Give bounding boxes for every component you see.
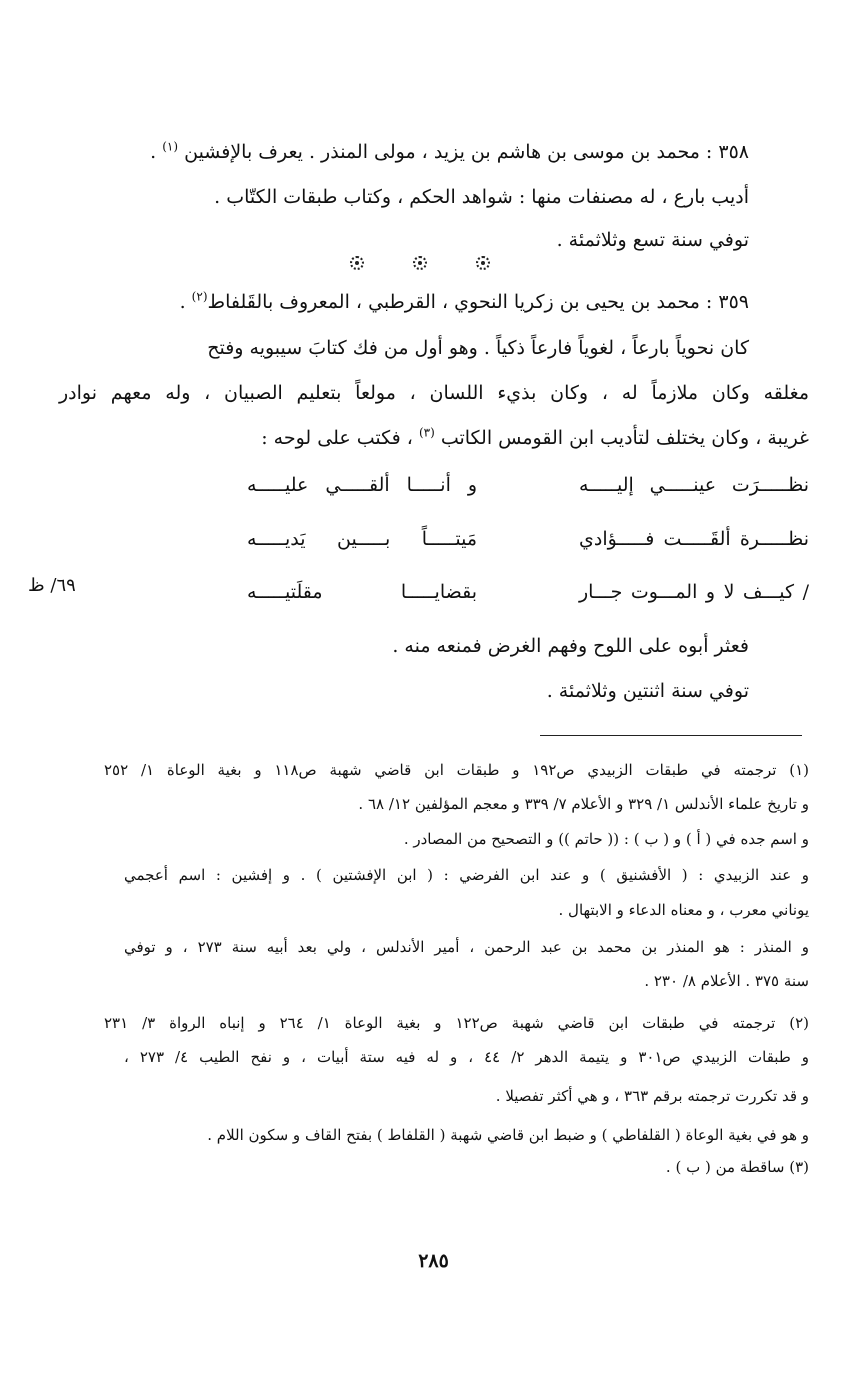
divider-star-icon bbox=[413, 256, 427, 270]
footnote-line: و المنذر : هو المنذر بن محمد بن عبد الرحمن ، أمير الأندلس ، ولي بعد أبيه سنة ٢٧٣ ، و توفي bbox=[124, 938, 809, 956]
footnote-separator bbox=[540, 735, 802, 736]
footnote-line: (١) ترجمته في طبقات الزبيدي ص١٩٢ و طبقات ابن قاضي شهبة ص١١٨ و بغية الوعاة ١/ ٢٥٢ bbox=[104, 761, 809, 779]
divider-star-icon bbox=[350, 256, 364, 270]
footnote-line: و هو في بغية الوعاة ( القلفاطي ) و ضبط ابن قاضي شهبة ( القلفاط ) بفتح القاف و سكون اللام . bbox=[207, 1126, 809, 1144]
entry-359-body-line-3-end: ، فكتب على لوحه : bbox=[261, 427, 413, 449]
divider-star-icon bbox=[476, 256, 490, 270]
page-number: ٢٨٥ bbox=[418, 1250, 449, 1272]
footnote-line: و عند الزبيدي : ( الأفشنيق ) و عند ابن الفرضي : ( ابن الإفشتين ) . و إفشين : اسم أعجمي bbox=[124, 866, 809, 884]
footnote-line: (٣) ساقطة من ( ب ) . bbox=[665, 1158, 809, 1176]
entry-358-death: توفي سنة تسع وثلاثمئة . bbox=[556, 229, 749, 251]
entry-358-body-line: أديب بارع ، له مصنفات منها : شواهد الحكم ، وكتاب طبقات الكتّاب . bbox=[214, 186, 749, 208]
footnote-line: يوناني معرب ، و معناه الدعاء و الابتهال . bbox=[558, 901, 809, 919]
entry-359-body-line-3 bbox=[59, 423, 809, 453]
entry-359-title-text: ٣٥٩ : محمد بن يحيى بن زكريا النحوي ، القرطبي ، المعروف بالقَلفاط bbox=[207, 291, 749, 313]
entry-359-body-line-4: فعثر أبوه على اللوح وفهم الغرض فمنعه منه . bbox=[392, 635, 749, 657]
verse-2-first-hemistich: نظـــــرة ألقَـــــت فـــــؤادي bbox=[579, 528, 809, 550]
entry-359-body-line-2: مغلقه وكان ملازماً له ، وكان بذيء اللسان ، مولعاً بتعليم الصبيان ، وله معهم نوادر bbox=[59, 382, 809, 404]
verse-1-first-hemistich: نظـــــرَت عينـــــي إليـــــه bbox=[579, 474, 809, 496]
entry-358-title bbox=[59, 137, 749, 167]
footnote-line: و تاريخ علماء الأندلس ١/ ٣٢٩ و الأعلام ٧/ ٣٣٩ و معجم المؤلفين ١٢/ ٦٨ . bbox=[358, 795, 809, 813]
verse-3-first-hemistich: / كيـــف لا و المـــوت جـــار bbox=[579, 581, 809, 603]
manuscript-folio-marker: ٦٩/ ظ bbox=[28, 575, 76, 596]
verse-2-second-hemistich: مَيتـــــاً بـــــين يَديـــــه bbox=[247, 528, 477, 550]
entry-359-death: توفي سنة اثنتين وثلاثمئة . bbox=[546, 680, 749, 702]
entry-359-title bbox=[59, 287, 749, 317]
entry-359-body-line-3-text: غريبة ، وكان يختلف لتأديب ابن القومس الكاتب bbox=[440, 427, 809, 449]
footnote-line: سنة ٣٧٥ . الأعلام ٨/ ٢٣٠ . bbox=[644, 972, 809, 990]
footnote-line: و قد تكررت ترجمته برقم ٣٦٣ ، و هي أكثر تفصيلا . bbox=[495, 1087, 809, 1105]
entry-358-title-end: . bbox=[150, 141, 157, 163]
footnote-line: و طبقات الزبيدي ص٣٠١ و يتيمة الدهر ٢/ ٤٤ ، و له فيه ستة أبيات ، و نفح الطيب ٤/ ٢٧٣ ، bbox=[124, 1048, 810, 1066]
entry-359-body-line-1: كان نحوياً بارعاً ، لغوياً فارعاً ذكياً . وهو أول من فك كتابَ سيبويه وفتح bbox=[207, 337, 749, 359]
section-divider-stars bbox=[350, 256, 490, 270]
entry-359-title-end: . bbox=[179, 291, 186, 313]
footnote-ref-3: (٣) bbox=[418, 425, 435, 440]
footnote-line: (٢) ترجمته في طبقات ابن قاضي شهبة ص١٢٢ و بغية الوعاة ١/ ٢٦٤ و إنباه الرواة ٣/ ٢٣١ bbox=[104, 1014, 809, 1032]
footnote-line: و اسم جده في ( أ ) و ( ب ) : (( حاتم )) و التصحيح من المصادر . bbox=[403, 830, 809, 848]
verse-1-second-hemistich: و أنـــــا ألقـــــي عليـــــه bbox=[247, 474, 477, 496]
verse-3-second-hemistich: بقضايـــــا مقلَتيـــــه bbox=[247, 581, 477, 603]
footnote-ref-2: (٢) bbox=[191, 289, 208, 304]
entry-358-title-text: ٣٥٨ : محمد بن موسى بن هاشم بن يزيد ، مولى المنذر . يعرف بالإفشين bbox=[184, 141, 749, 163]
footnote-ref-1: (١) bbox=[162, 139, 179, 154]
